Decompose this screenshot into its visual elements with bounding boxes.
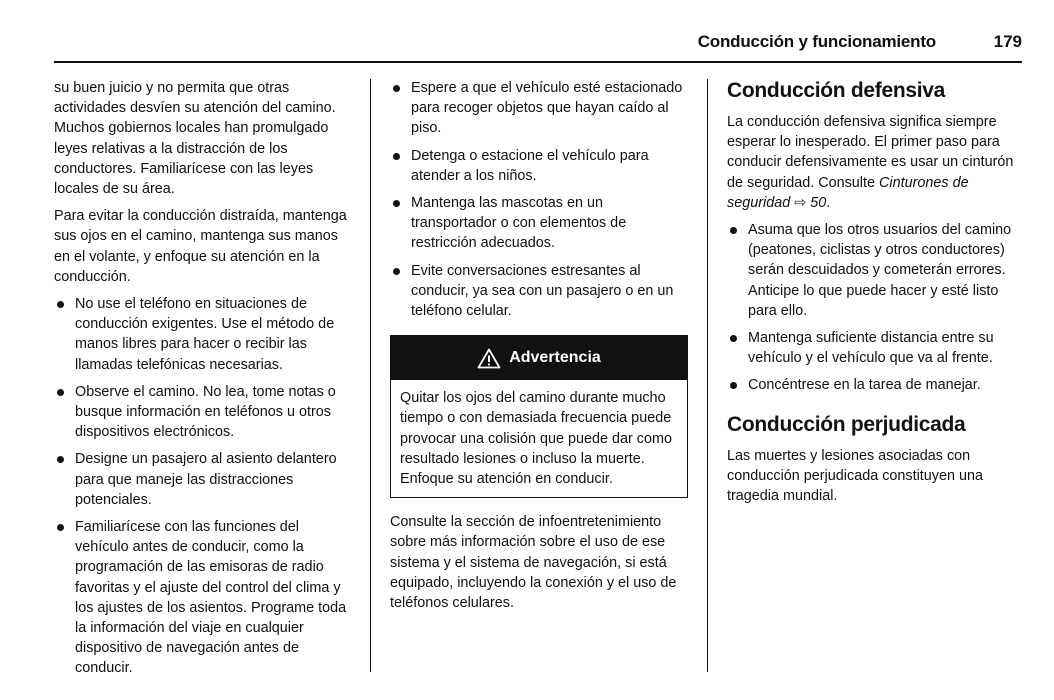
- column-divider-1: [370, 79, 371, 672]
- bullet-list: [54, 294, 352, 679]
- column-2: [390, 78, 688, 620]
- paragraph: Para evitar la conducción distraída, mantenga sus ojos en el camino, mantenga sus manos en el volante, y enfoque su atención en la conducción.: [54, 208, 347, 285]
- column-divider-2: [707, 79, 708, 672]
- paragraph: Consulte la sección de infoentretenimiento sobre más información sobre el uso de ese sistema y el sistema de navegación, si está equipado, incluyendo la conexión y el uso de teléfonos celulares.: [390, 514, 677, 612]
- page-number: 179: [993, 32, 1022, 51]
- warning-title: Advertencia: [509, 349, 601, 367]
- bullet-list: [727, 220, 1025, 396]
- arrow-right-icon: ⇨: [794, 194, 807, 211]
- column-1: [54, 78, 352, 686]
- list-item: Detenga o estacione el vehículo para atender a los niños.: [390, 146, 688, 186]
- list-item: Mantenga las mascotas en un transportador o con elementos de restricción adecuados.: [390, 193, 688, 254]
- paragraph-text: La conducción defensiva significa siempre esperar lo inesperado. El primer paso para conducir defensivamente es usar un cinturón de seguridad. Consulte: [727, 114, 1014, 191]
- warning-text: Quitar los ojos del camino durante mucho tiempo o con demasiada frecuencia puede provocar una colisión que puede dar como resultado lesiones o incluso la muerte. Enfoque su atención en conducir.: [400, 390, 672, 488]
- page-header: [0, 30, 1022, 60]
- list-item: Designe un pasajero al asiento delantero para que maneje las distracciones potenciales.: [54, 449, 352, 510]
- paragraph: [727, 112, 1025, 213]
- list-item: No use el teléfono en situaciones de conducción exigentes. Use el método de manos libres para hacer o recibir las llamadas telefónicas necesarias.: [54, 294, 352, 375]
- section-title: Conducción y funcionamiento: [697, 32, 936, 51]
- list-item: Familiarícese con las funciones del vehículo antes de conducir, como la programación de las emisoras de radio favoritas y el ajuste del control del clima y los ajustes de los asientos. Programe toda la información del viaje en cualquier dispositivo de navegación antes de conducir.: [54, 517, 352, 679]
- header-rule: [54, 61, 1022, 63]
- heading-impaired-driving: Conducción perjudicada: [727, 412, 966, 436]
- heading-defensive-driving: Conducción defensiva: [727, 79, 946, 102]
- warning-header: [391, 336, 687, 380]
- list-item: Asuma que los otros usuarios del camino (peatones, ciclistas y otros conductores) serán descuidados y cometerán errores. Anticipe lo que puede hacer y esté listo para ello.: [727, 220, 1025, 321]
- reference-page-number: 50: [810, 194, 827, 211]
- list-item: Evite conversaciones estresantes al conducir, ya sea con un pasajero o en un teléfono celular.: [390, 261, 688, 322]
- warning-triangle-icon: [477, 348, 501, 369]
- period: .: [826, 194, 831, 211]
- warning-box: [390, 335, 688, 498]
- page-reference[interactable]: [794, 195, 826, 211]
- list-item: Mantenga suficiente distancia entre su vehículo y el vehículo que va al frente.: [727, 328, 1025, 368]
- list-item: Concéntrese en la tarea de manejar.: [727, 375, 1025, 395]
- list-item: Observe el camino. No lea, tome notas o busque información en teléfonos u otros dispositivos electrónicos.: [54, 382, 352, 443]
- paragraph: Las muertes y lesiones asociadas con conducción perjudicada constituyen una tragedia mundial.: [727, 447, 984, 505]
- list-item: Espere a que el vehículo esté estacionado para recoger objetos que hayan caído al piso.: [390, 78, 688, 139]
- bullet-list: [390, 78, 688, 321]
- paragraph: su buen juicio y no permita que otras actividades desvíen su atención del camino. Muchos gobiernos locales han promulgado leyes relativas a la distracción de los conductores. Familiarícese con las leyes locales de su área.: [54, 80, 336, 198]
- column-3: [727, 78, 1025, 513]
- cross-reference-link[interactable]: Cinturones de seguridad: [727, 174, 969, 211]
